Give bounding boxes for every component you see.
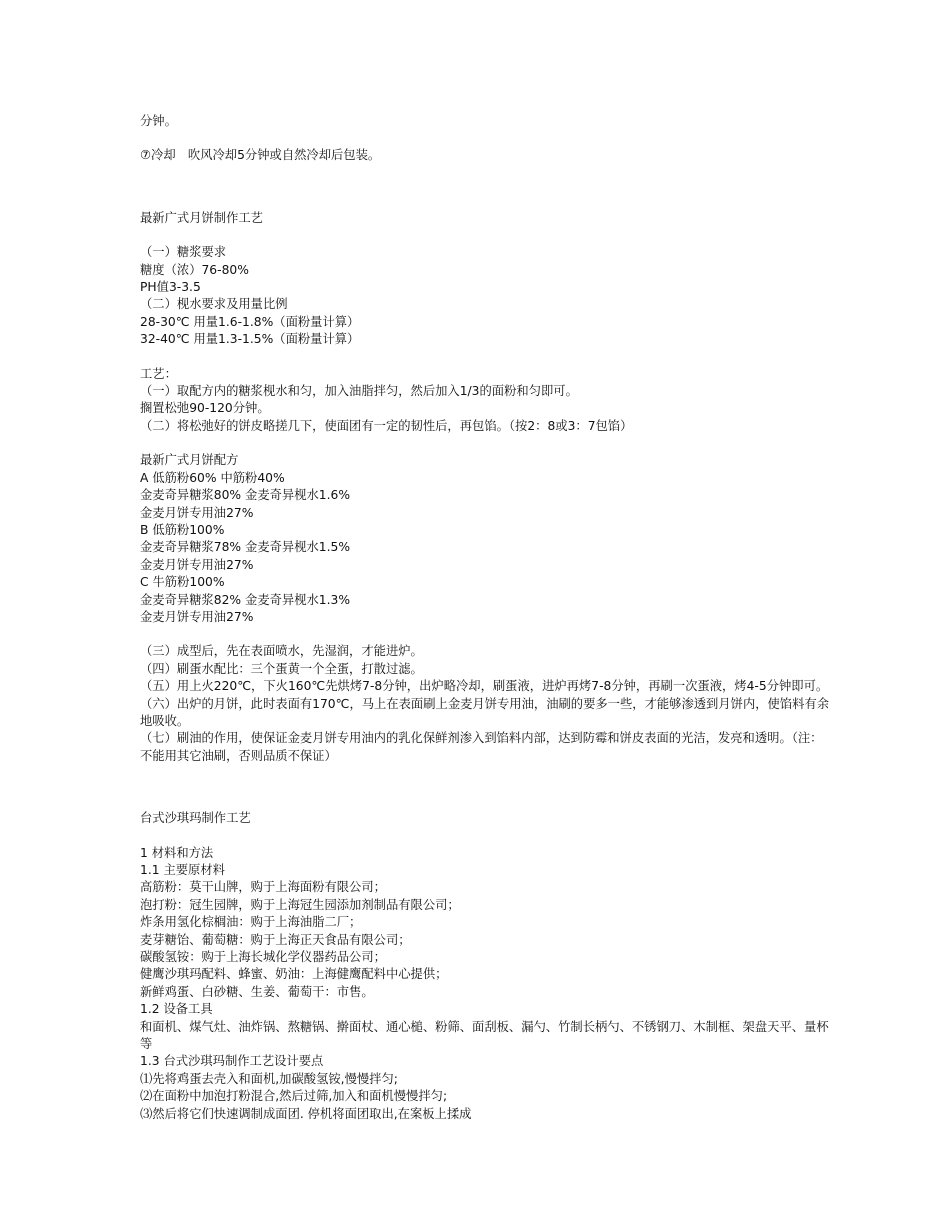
spacer bbox=[140, 765, 830, 810]
text-line: ⑵在面粉中加泡打粉混合,然后过筛,加入和面机慢慢拌匀; bbox=[140, 1089, 448, 1104]
text-line: 炸条用氢化棕榈油：购于上海油脂二厂； bbox=[140, 915, 362, 930]
text-line: （一）糖浆要求 bbox=[140, 245, 227, 260]
text-line: 28-30℃ 用量1.6-1.8%（面粉量计算） bbox=[140, 314, 360, 329]
text-line: 碳酸氢铵：购于上海长城化学仪器药品公司； bbox=[140, 950, 386, 965]
text-line: 麦芽糖饴、葡萄糖：购于上海正天食品有限公司； bbox=[140, 932, 411, 947]
spacer bbox=[140, 435, 830, 452]
heading: 1 材料和方法 bbox=[140, 845, 214, 860]
text-line: PH值3-3.5 bbox=[140, 280, 201, 295]
text-line: ⑦冷却 吹风冷却5分钟或自然冷却后包装。 bbox=[140, 148, 381, 163]
text-line: 健鹰沙琪玛配料、蜂蜜、奶油：上海健鹰配料中心提供； bbox=[140, 967, 448, 982]
subheading: 1.3 台式沙琪玛制作工艺设计要点 bbox=[140, 1054, 324, 1069]
text-paragraph: （七）刷油的作用，使保证金麦月饼专用油内的乳化保鲜剂渗入到馅料内部，达到防霉和饼皮表面的光洁，发亮和透明。（注：不能用其它油刷，否则品质不保证） bbox=[140, 731, 823, 763]
text-line: 金麦奇异糖浆82% 金麦奇异枧水1.3% bbox=[140, 592, 351, 607]
text-line: （二）将松弛好的饼皮略搓几下，使面团有一定的韧性后，再包馅。（按2：8或3：7包馅） bbox=[140, 418, 633, 433]
text-line: （一）取配方内的糖浆枧水和匀，加入油脂拌匀，然后加入1/3的面粉和匀即可。 bbox=[140, 384, 578, 399]
section-title: 台式沙琪玛制作工艺 bbox=[140, 811, 251, 826]
subheading: 1.1 主要原材料 bbox=[140, 863, 225, 877]
text-line: B 低筋粉100% bbox=[140, 522, 225, 537]
text-line: （四）刷蛋水配比：三个蛋黄一个全蛋，打散过滤。 bbox=[140, 661, 423, 676]
text-line: ⑴先将鸡蛋去壳入和面机,加碳酸氢铵,慢慢拌匀; bbox=[140, 1071, 398, 1086]
spacer bbox=[140, 626, 830, 643]
text-line: 金麦奇异糖浆80% 金麦奇异枧水1.6% bbox=[140, 488, 351, 503]
text-line: 搁置松弛90-120分钟。 bbox=[140, 401, 270, 416]
text-paragraph: （六）出炉的月饼，此时表面有170℃，马上在表面刷上金麦月饼专用油，油刷的要多一些，才能够渗透到月饼内，使馅料有余地吸收。 bbox=[140, 696, 830, 728]
text-line: A 低筋粉60% 中筋粉40% bbox=[140, 470, 285, 485]
text-line: 金麦月饼专用油27% bbox=[140, 609, 254, 624]
text-line: 金麦月饼专用油27% bbox=[140, 505, 254, 520]
text-paragraph: 和面机、煤气灶、油炸锅、熬糖锅、擀面杖、通心槌、粉筛、面刮板、漏勺、竹制长柄勺、不锈钢刀、木制框、架盘天平、量杯等 bbox=[140, 1019, 829, 1052]
text-line: 高筋粉：莫干山牌，购于上海面粉有限公司； bbox=[140, 880, 386, 895]
text-line: 金麦奇异糖浆78% 金麦奇异枧水1.5% bbox=[140, 540, 351, 555]
spacer bbox=[140, 130, 830, 147]
spacer bbox=[140, 227, 830, 244]
text-line: 泡打粉：冠生园牌，购于上海冠生园添加剂制品有限公司； bbox=[140, 897, 460, 912]
text-line: 32-40℃ 用量1.3-1.5%（面粉量计算） bbox=[140, 332, 360, 347]
text-paragraph: （五）用上火220℃，下火160℃先烘烤7-8分钟，出炉略冷却，刷蛋液，进炉再烤7-8分钟，再刷一次蛋液，烤4-5分钟即可。 bbox=[140, 679, 829, 694]
text-line: C 牛筋粉100% bbox=[140, 575, 225, 590]
document-page bbox=[140, 113, 830, 1123]
spacer bbox=[140, 349, 830, 366]
spacer bbox=[140, 165, 830, 210]
section-title: 最新广式月饼配方 bbox=[140, 453, 239, 468]
text-line: （三）成型后，先在表面喷水，先湿润，才能进炉。 bbox=[140, 644, 423, 659]
text-line: 金麦月饼专用油27% bbox=[140, 557, 254, 572]
section-title: 最新广式月饼制作工艺 bbox=[140, 210, 263, 225]
text-line: 分钟。 bbox=[140, 114, 177, 128]
text-line: 工艺： bbox=[140, 366, 177, 381]
text-line: 新鲜鸡蛋、白砂糖、生姜、葡萄干：市售。 bbox=[140, 984, 374, 999]
text-line: 糖度（浓）76-80% bbox=[140, 262, 249, 277]
spacer bbox=[140, 828, 830, 845]
subheading: 1.2 设备工具 bbox=[140, 1002, 213, 1017]
text-line: （二）枧水要求及用量比例 bbox=[140, 297, 288, 312]
text-line: ⑶然后将它们快速调制成面团. 停机将面团取出,在案板上揉成 bbox=[140, 1106, 472, 1121]
